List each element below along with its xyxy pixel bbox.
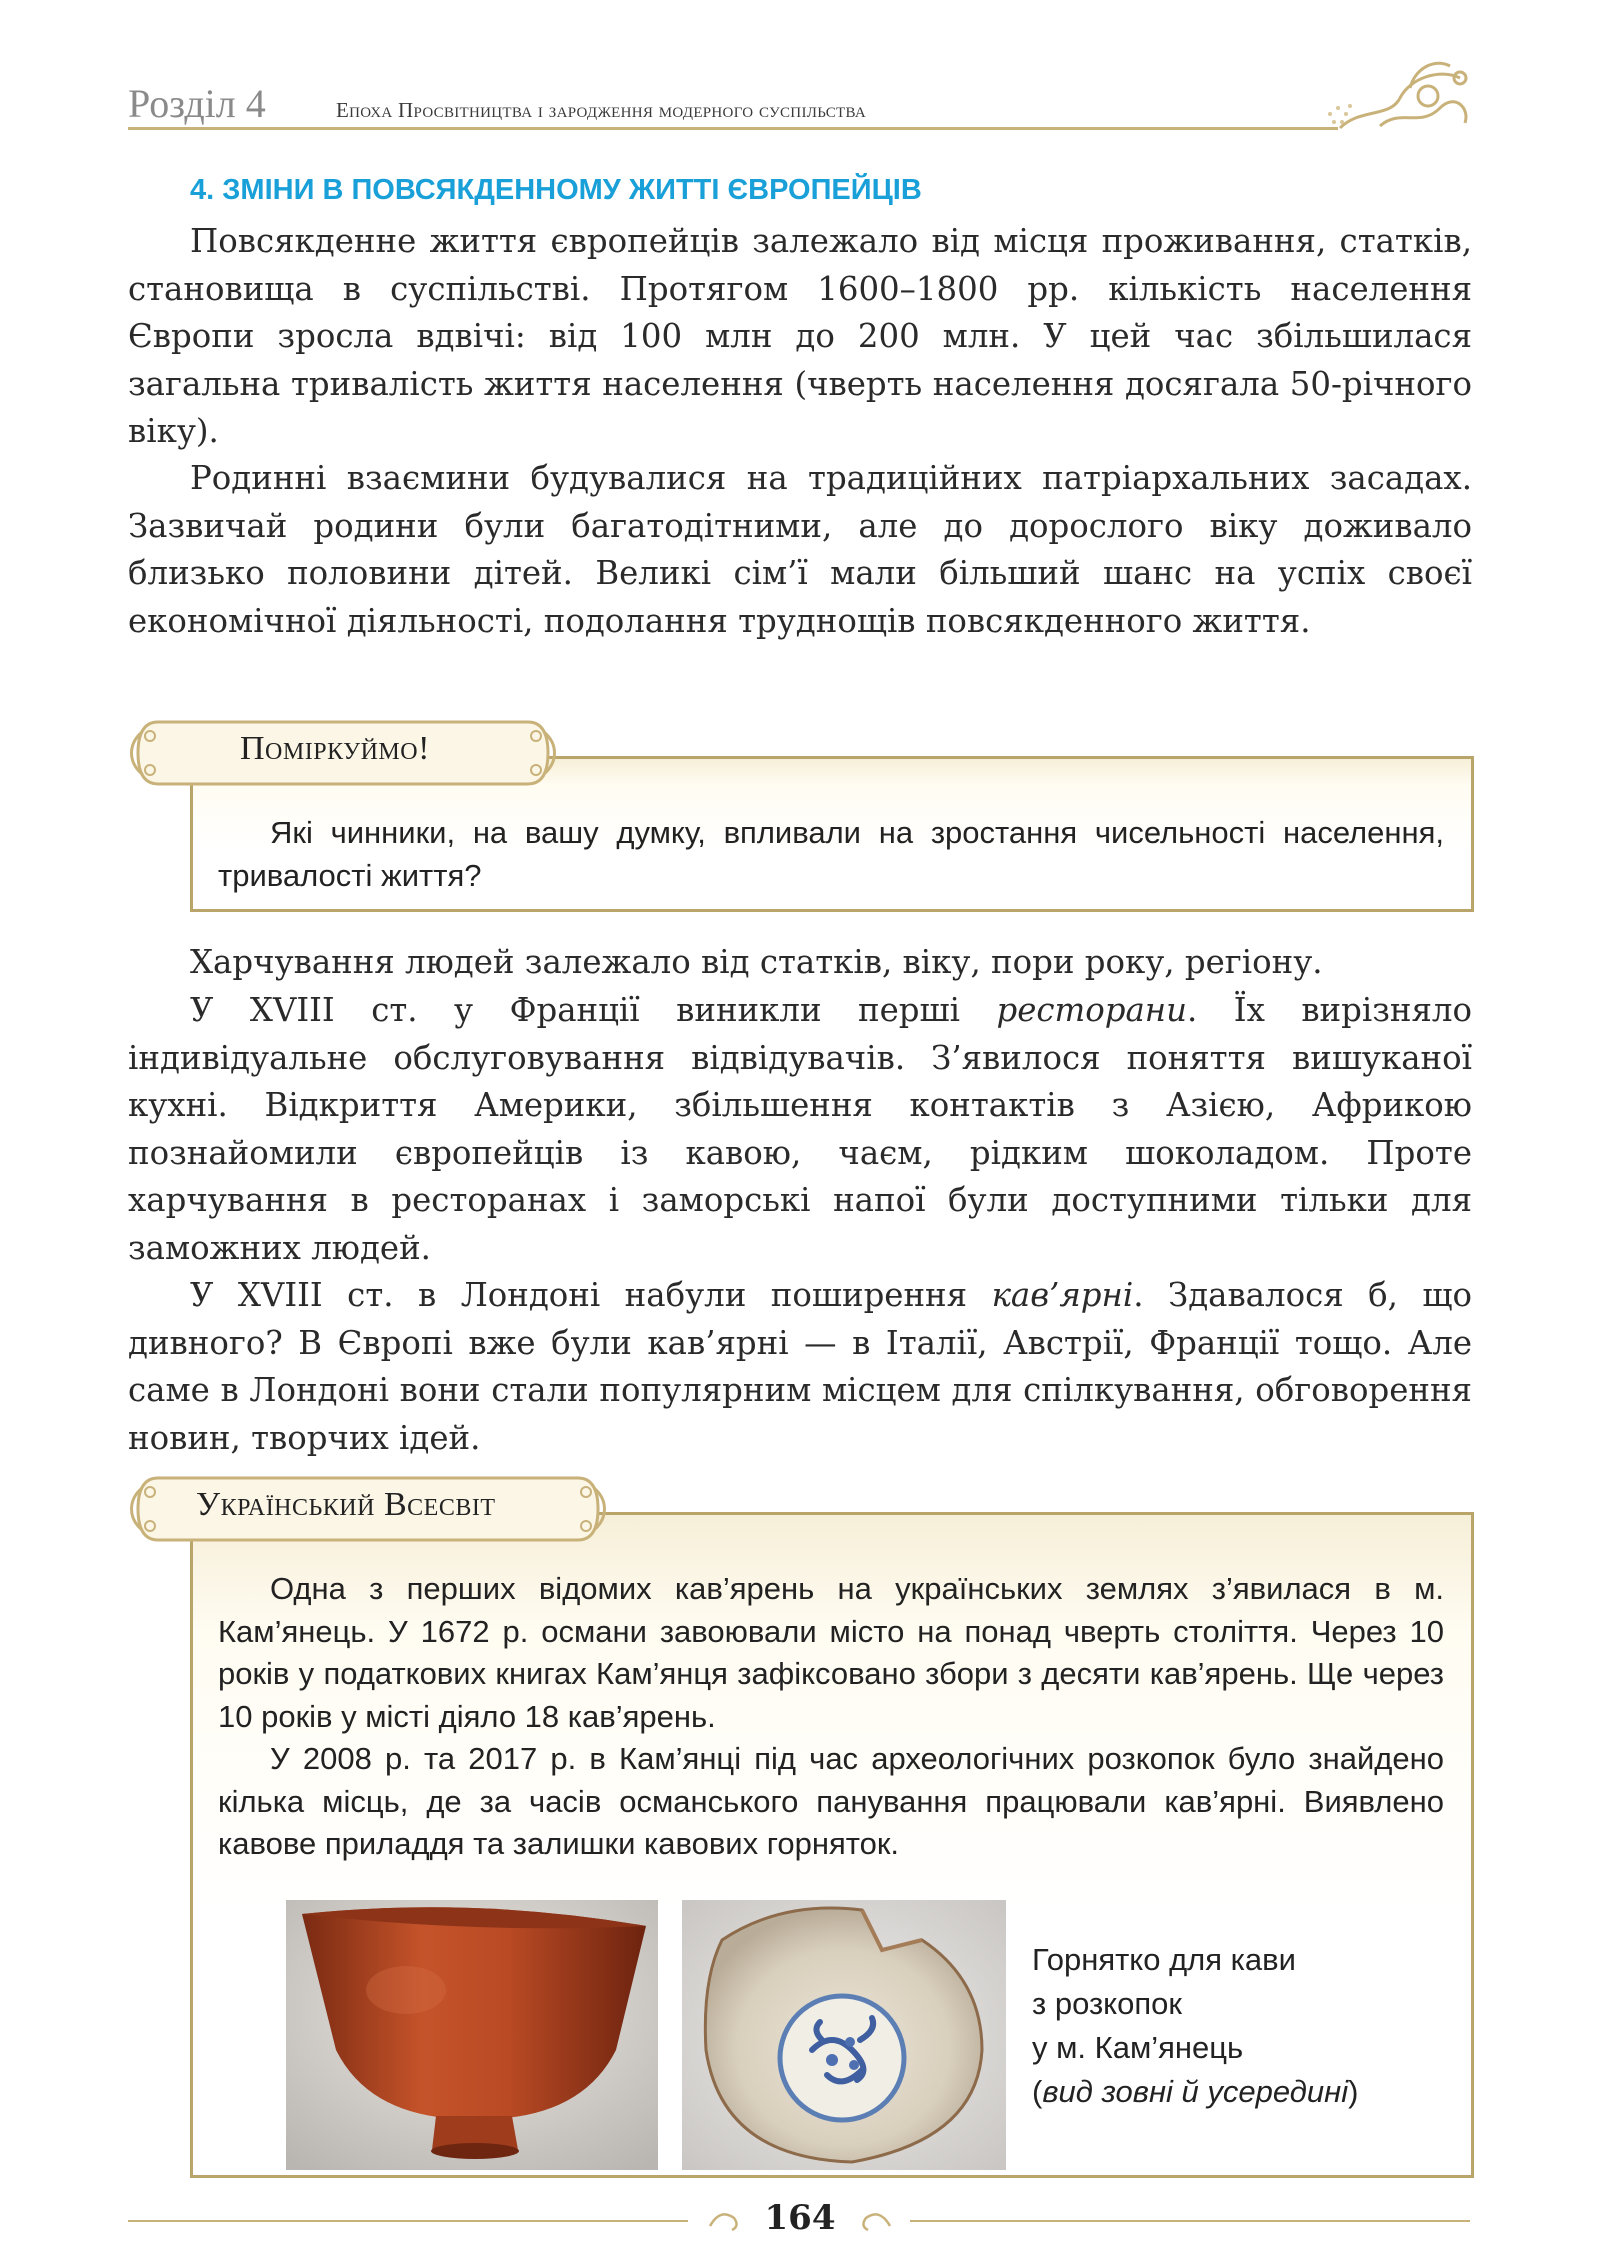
ukr-box-paragraph-2: У 2008 р. та 2017 р. в Кам’янці під час археологічних розкопок було знайдено кілька місць, де за часів османського панування працювали кав’ярні. Виявлено кавове приладдя та залишки кавових горняток. xyxy=(218,1741,1444,1861)
photo-caption xyxy=(1032,1938,1452,2114)
section-label: Розділ 4 xyxy=(128,81,266,126)
footer-rule-left xyxy=(128,2220,688,2222)
caption-line-2: з розкопок xyxy=(1032,1986,1182,2021)
section-heading: 4. ЗМІНИ В ПОВСЯКДЕННОМУ ЖИТТІ ЄВРОПЕЙЦІВ xyxy=(190,174,922,206)
paragraph-coffeehouses: У XVIII ст. в Лондоні набули поширення кав’ярні. Здавалося б, що дивного? В Європі вже були кав’ярні — в Італії, Австрії, Франції тощо. Але саме в Лондоні вони стали популярним місцем для спілкування, обговорення новин, творчих ідей. xyxy=(128,1276,1472,1457)
paragraph-restaurants: У XVIII ст. у Франції виникли перші ресторани. Їх вирізняло індивідуальне обслуговування відвідувачів. З’явилося поняття вишуканої кухні. Відкриття Америки, збільшення контактів з Азією, Африкою познайомили європейців із кавою, чаєм, рідким шоколадом. Проте харчування в ресторанах і заморські напої були доступними тільки для заможних людей. xyxy=(128,991,1473,1267)
caption-line-1: Горнятко для кави xyxy=(1032,1942,1296,1977)
paragraph-family: Родинні взаємини будувалися на традиційних патріархальних засадах. Зазвичай родини були багатодітними, але до дорослого віку доживало близько половини дітей. Великі сім’ї мали більший шанс на успіх своєї економічної діяльності, подолання труднощів повсякденного життя. xyxy=(128,459,1472,640)
caption-line-3: у м. Кам’янець xyxy=(1032,2030,1244,2065)
coffee-cup-exterior-photo xyxy=(286,1900,658,2170)
page-number: 164 xyxy=(764,2198,836,2238)
term-coffeehouses: кав’ярні xyxy=(991,1276,1134,1314)
footer-rule-right xyxy=(910,2220,1470,2222)
term-restaurants: ресторани xyxy=(996,991,1187,1029)
ukrainian-universe-label: Український Всесвіт xyxy=(196,1486,496,1523)
paragraph-nutrition: Харчування людей залежало від статків, віку, пори року, регіону. xyxy=(190,943,1323,981)
coffee-cup-interior-photo xyxy=(682,1900,1006,2170)
think-box-label: Поміркуймо! xyxy=(240,730,430,767)
ukr-box-paragraph-1: Одна з перших відомих кав’ярень на українських землях з’явилася в м. Кам’янець. У 1672 р. османи завоювали місто на понад чверть століття. Через 10 років у податкових книгах Кам’янця зафіксовано збори з десяти кав’ярень. Ще через 10 років у місті діяло 18 кав’ярень. xyxy=(218,1571,1444,1734)
think-box-question: Які чинники, на вашу думку, впливали на зростання чисельності населення, тривалості життя? xyxy=(218,815,1444,893)
header-rule xyxy=(128,127,1338,130)
ornament-icon xyxy=(1320,48,1480,144)
caption-line-4: (вид зовні й усередині) xyxy=(1032,2074,1359,2109)
chapter-title: Епоха Просвітництва і зародження модерного суспільства xyxy=(336,98,867,122)
paragraph-population: Повсякденне життя європейців залежало від місця проживання, статків, становища в суспільстві. Протягом 1600–1800 рр. кількість населення Європи зросла вдвічі: від 100 млн до 200 млн. У цей час збільшилася загальна тривалість життя населення (чверть населення досягала 50-річного віку). xyxy=(128,222,1472,450)
